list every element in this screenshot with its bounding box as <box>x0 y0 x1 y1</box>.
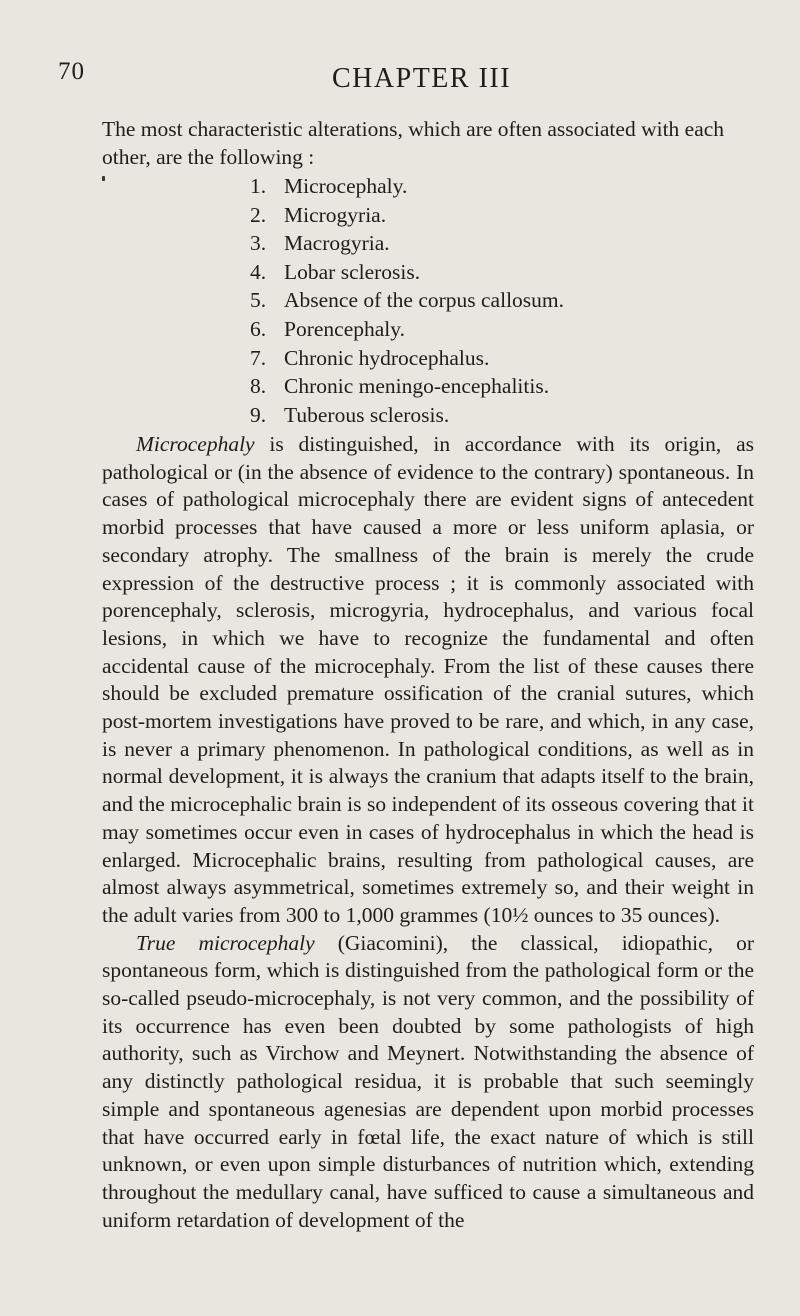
page-number: 70 <box>58 58 85 85</box>
item-text: Tuberous sclerosis. <box>284 402 450 427</box>
list-item <box>250 172 750 201</box>
paragraph-text: is distinguished, in accordance with its origin, as pathological or (in the absence of evidence to the contrary) spontaneous. In cases of pathological microcephaly there are evident signs of antecedent morbid processes that have caused a more or less uniform aplasia, or secondary atrophy. The smallness of the brain is merely the crude expression of the destructive process ; it is commonly associated with porencephaly, sclerosis, microgyria, hydrocephalus, and various focal lesions, in which we have to recognize the fundamental and often accidental cause of the microcephaly. From the list of these causes there should be excluded premature ossification of the cranial sutures, which post-mortem investigations have proved to be rare, and which, in any case, is never a primary phenomenon. In pathological conditions, as well as in normal development, it is always the cranium that adapts itself to the brain, and the microcephalic brain is so independent of its osseous covering that it may sometimes occur even in cases of hydrocephalus in which the head is enlarged. Microcephalic brains, resulting from pathological causes, are almost always asymmetrical, sometimes extremely so, and their weight in the adult varies from 300 to 1,000 grammes (10½ ounces to 35 ounces). <box>102 432 754 927</box>
list-item <box>250 372 750 401</box>
item-text: Macrogyria. <box>284 231 390 256</box>
paragraph-microcephaly <box>102 431 754 930</box>
item-number: 6. <box>250 316 267 341</box>
intro-sentence: The most characteristic alterations, which are often associated with each other, are the following : <box>102 117 725 169</box>
item-number: 4. <box>250 259 267 284</box>
item-text: Chronic meningo-encephalitis. <box>284 374 550 399</box>
alterations-list <box>250 172 750 429</box>
running-head: CHAPTER III <box>332 63 512 94</box>
paragraph-text: (Giacomini), the classical, idiopathic, or spontaneous form, which is distinguished from the pathological form or the so-called pseudo-microcephaly, is not very common, and the possibility of its occurrence has even been doubted by some pathologists of high authority, such as Virchow and Meynert. Notwithstanding the absence of any distinctly pathological residua, it is probable that such seemingly simple and spontaneous agenesias are dependent upon morbid processes that have occurred early in fœtal life, the exact nature of which is still unknown, or even upon simple disturbances of nutrition which, extending throughout the medullary canal, have sufficed to cause a simultaneous and uniform retardation of development of the <box>102 930 754 1232</box>
italic-term: Microcephaly <box>136 432 255 456</box>
list-item <box>250 401 750 430</box>
italic-term: True microcephaly <box>136 930 315 955</box>
item-text: Lobar sclerosis. <box>284 259 421 284</box>
item-number: 7. <box>250 345 267 370</box>
item-text: Microgyria. <box>284 202 387 227</box>
item-number: 9. <box>250 402 267 427</box>
item-text: Absence of the corpus callosum. <box>284 288 565 313</box>
stray-mark <box>102 176 105 181</box>
list-item <box>250 201 750 230</box>
body-text <box>102 431 754 1234</box>
item-number: 5. <box>250 288 267 313</box>
item-number: 3. <box>250 231 267 256</box>
list-item <box>250 286 750 315</box>
list-item <box>250 229 750 258</box>
list-item <box>250 315 750 344</box>
item-text: Chronic hydrocephalus. <box>284 345 490 370</box>
list-item <box>250 344 750 373</box>
item-text: Porencephaly. <box>284 316 405 341</box>
item-text: Microcephaly. <box>284 174 408 198</box>
item-number: 2. <box>250 202 267 227</box>
item-number: 8. <box>250 374 267 399</box>
item-number: 1. <box>250 174 267 198</box>
list-item <box>250 258 750 287</box>
paragraph-true-microcephaly <box>102 930 754 1235</box>
